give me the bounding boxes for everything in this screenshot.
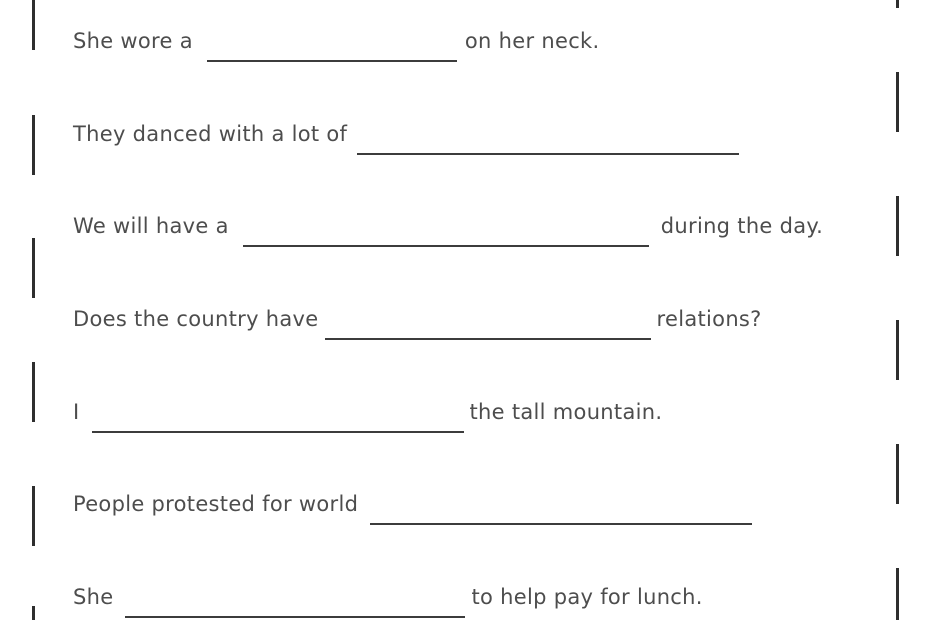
sentence-row <box>73 211 823 241</box>
sentence-row <box>73 582 703 612</box>
answer-blank[interactable] <box>357 123 739 155</box>
left-margin-mark <box>32 115 35 175</box>
sentence-row <box>73 397 662 427</box>
right-margin-mark <box>896 568 899 620</box>
sentence-text-after: to help pay for lunch. <box>471 585 703 609</box>
sentence-text-before: Does the country have <box>73 307 319 331</box>
answer-blank[interactable] <box>125 586 465 618</box>
left-margin-mark <box>32 362 35 422</box>
sentence-text-after: during the day. <box>660 214 824 238</box>
left-margin-mark <box>32 486 35 546</box>
sentence-row <box>73 489 760 519</box>
sentence-row <box>73 304 762 334</box>
right-margin-mark <box>896 444 899 504</box>
answer-blank[interactable] <box>243 215 649 247</box>
answer-blank[interactable] <box>325 308 651 340</box>
left-margin-mark <box>32 606 35 620</box>
sentence-text-before: I <box>73 400 80 424</box>
sentence-row <box>73 119 747 149</box>
sentence-text-before: We will have a <box>73 214 229 238</box>
answer-blank[interactable] <box>370 493 752 525</box>
right-margin-mark <box>896 72 899 132</box>
sentence-text-before: She wore a <box>73 29 193 53</box>
left-margin-mark <box>32 0 35 50</box>
right-margin-mark <box>896 0 899 8</box>
right-margin-mark <box>896 196 899 256</box>
sentence-text-before: They danced with a lot of <box>73 122 348 146</box>
left-margin-mark <box>32 238 35 298</box>
answer-blank[interactable] <box>92 401 464 433</box>
sentence-row <box>73 26 600 56</box>
sentence-text-after: on her neck. <box>464 29 600 53</box>
sentence-text-after: the tall mountain. <box>469 400 663 424</box>
sentence-text-before: People protested for world <box>73 492 359 516</box>
sentence-text-before: She <box>73 585 114 609</box>
answer-blank[interactable] <box>207 30 457 62</box>
sentence-text-after: relations? <box>656 307 762 331</box>
right-margin-mark <box>896 320 899 380</box>
